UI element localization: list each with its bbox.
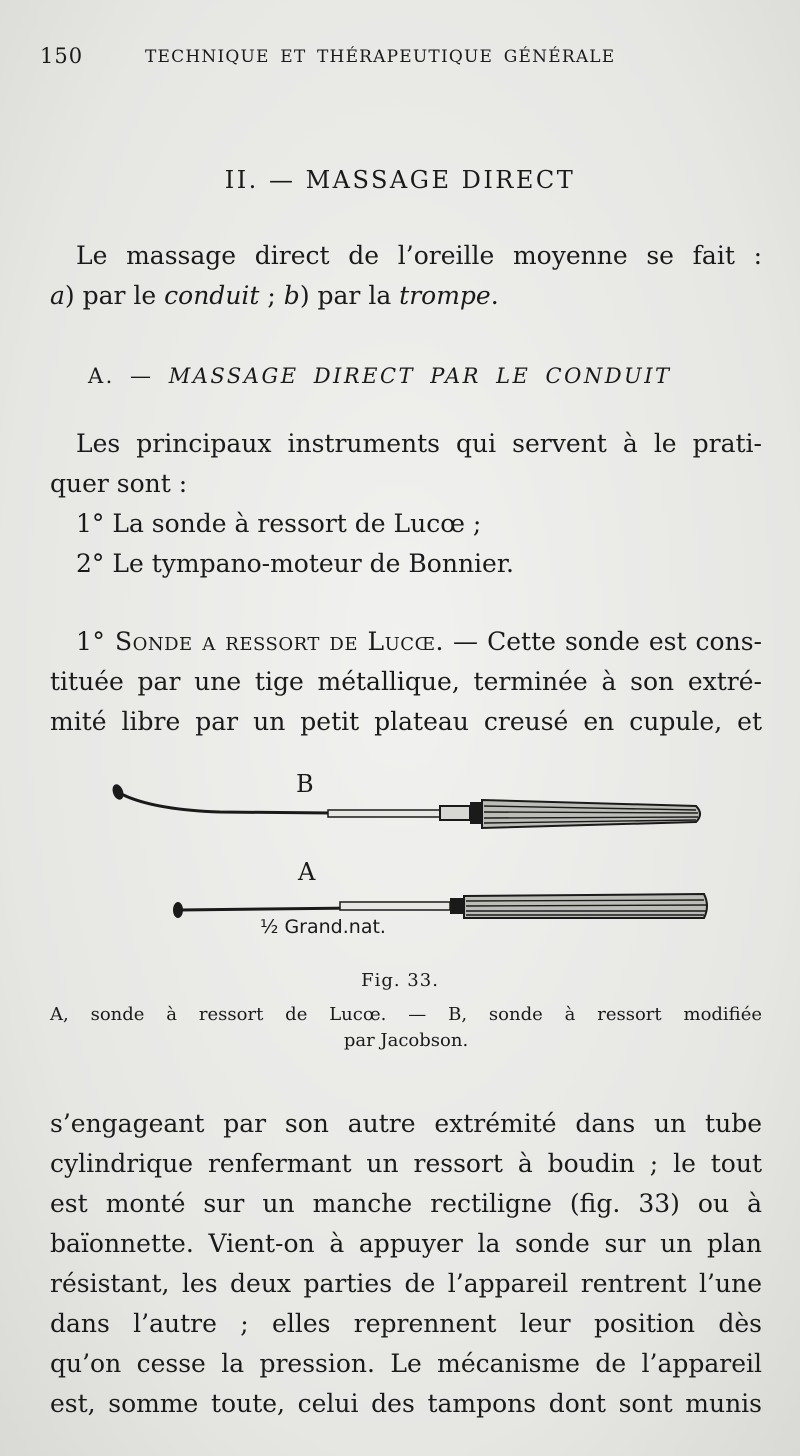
continuation-paragraph xyxy=(50,1104,762,1424)
page-number: 150 xyxy=(40,44,84,68)
intro-word-trompe: trompe xyxy=(399,281,491,310)
subsection-title xyxy=(88,364,718,388)
intro-letter-b: b xyxy=(283,281,300,310)
continuation-line-7: qu’on cesse la pression. Le mécanisme de l’appareil xyxy=(50,1349,762,1378)
continuation-line-4: baïonnette. Vient-on à appuyer la sonde sur un plan xyxy=(50,1229,762,1258)
sonde-heading: 1° Sonde a ressort de Lucœ. xyxy=(76,627,444,656)
figure-label-a: A xyxy=(298,858,316,886)
subsection-letter: A. — xyxy=(88,364,169,388)
sonde-b-drawing xyxy=(111,783,700,828)
sonde-line-1 xyxy=(50,622,762,662)
continuation-line-2: cylindrique renfermant un ressort à boudin ; le tout xyxy=(50,1149,762,1178)
figure-number: Fig. 33. xyxy=(361,970,439,991)
intro-word-conduit: conduit xyxy=(164,281,260,310)
running-title: TECHNIQUE ET THÉRAPEUTIQUE GÉNÉRALE xyxy=(145,47,616,67)
continuation-line-8: est, somme toute, celui des tampons dont sont munis xyxy=(50,1389,762,1418)
intro-letter-a: a xyxy=(50,281,65,310)
sonde-line-2: tituée par une tige métallique, terminée à son extré- xyxy=(50,667,762,696)
instruments-paragraph xyxy=(50,424,762,584)
intro-text-4: . xyxy=(490,281,499,310)
intro-text-3: ) par la xyxy=(299,281,400,310)
figure-33 xyxy=(100,770,720,970)
continuation-line-3: est monté sur un manche rectiligne (fig. 33) ou à xyxy=(50,1189,762,1218)
continuation-line-1: s’engageant par son autre extrémité dans un tube xyxy=(50,1109,762,1138)
intro-text-2: ; xyxy=(259,281,284,310)
figure-label-b: B xyxy=(296,770,314,798)
instrument-item-1: 1° La sonde à ressort de Lucœ ; xyxy=(76,509,482,538)
sonde-line-3: mité libre par un petit plateau creusé en cupule, et xyxy=(50,707,762,736)
running-head xyxy=(40,44,760,74)
sonde-paragraph xyxy=(50,622,762,742)
figure-scale-note: ½ Grand.nat. xyxy=(260,916,386,938)
instruments-line-2: quer sont : xyxy=(50,469,188,498)
instrument-item-2: 2° Le tympano-moteur de Bonnier. xyxy=(76,549,514,578)
figure-caption-line-1: A, sonde à ressort de Lucœ. — B, sonde à ressort modifiée xyxy=(50,1004,762,1025)
continuation-line-5: résistant, les deux parties de l’appareil rentrent l’une xyxy=(50,1269,762,1298)
instruments-line-1: Les principaux instruments qui servent à le prati- xyxy=(76,429,762,458)
intro-paragraph xyxy=(50,236,762,316)
intro-line-2 xyxy=(50,276,762,316)
section-title: II. — MASSAGE DIRECT xyxy=(224,166,576,194)
intro-text-1: ) par le xyxy=(64,281,165,310)
intro-line-1: Le massage direct de l’oreille moyenne se fait : xyxy=(76,241,762,270)
sonde-line-1-rest: — Cette sonde est cons- xyxy=(443,627,762,656)
figure-caption-line-2: par Jacobson. xyxy=(343,1030,469,1051)
subsection-text: MASSAGE DIRECT PAR LE CONDUIT xyxy=(168,364,672,388)
continuation-line-6: dans l’autre ; elles reprennent leur position dès xyxy=(50,1309,762,1338)
figure-caption xyxy=(50,1002,762,1054)
instruments-illustration xyxy=(100,770,720,970)
sonde-a-drawing xyxy=(173,894,707,918)
